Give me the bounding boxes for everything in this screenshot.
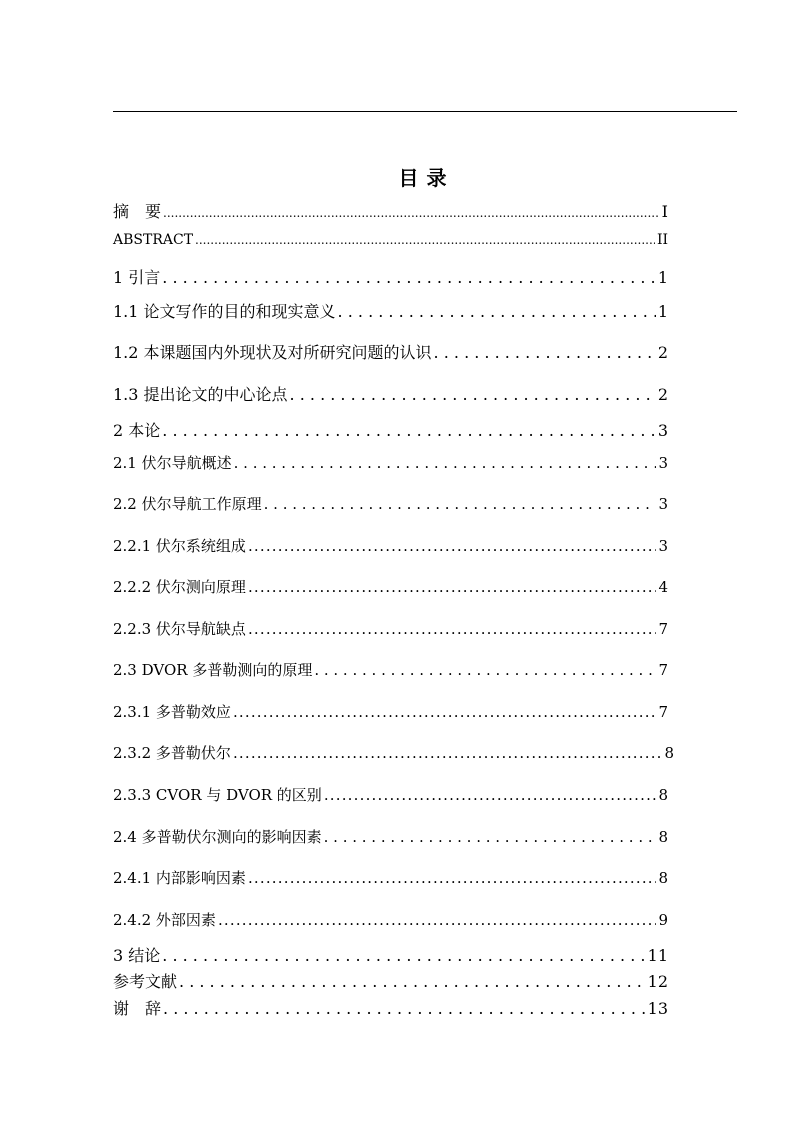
toc-entry-label: 2.1 伏尔导航概述	[113, 454, 232, 472]
toc-entry-2-2-3[interactable]	[113, 618, 668, 639]
toc-entry-conclusion[interactable]	[113, 943, 668, 966]
toc-entry-page: I	[661, 202, 668, 221]
toc-entry-references[interactable]	[113, 969, 668, 992]
toc-entry-label: 2.2 伏尔导航工作原理	[113, 495, 262, 513]
toc-entry-page: 3	[658, 537, 668, 555]
toc-leader-dots	[248, 869, 657, 887]
toc-entry-2-2-2[interactable]	[113, 576, 668, 597]
toc-leader-dots	[324, 786, 657, 804]
toc-entry-page: 9	[658, 911, 668, 929]
toc-entry-label: 2 本论	[113, 421, 161, 440]
toc-entry-page: 8	[664, 744, 674, 762]
toc-entry-page: 12	[647, 972, 668, 991]
toc-entry-1-1[interactable]	[113, 299, 668, 322]
toc-leader-dots	[434, 343, 656, 362]
toc-entry-label: 摘 要	[113, 202, 162, 221]
toc-entry-page: II	[656, 232, 668, 248]
toc-entry-2-4[interactable]	[113, 826, 668, 847]
toc-leader-dots	[290, 385, 656, 404]
toc-entry-main[interactable]	[113, 418, 668, 441]
toc-entry-page: 11	[647, 946, 668, 965]
toc-entry-2-4-2[interactable]	[113, 909, 668, 930]
toc-entry-2-2[interactable]	[113, 493, 668, 514]
toc-entry-2-2-1[interactable]	[113, 535, 668, 556]
toc-entry-label: 3 结论	[113, 946, 161, 965]
toc-entry-acknowledgements[interactable]	[113, 996, 668, 1019]
toc-entry-page: 7	[658, 703, 668, 721]
toc-leader-dots	[324, 828, 657, 846]
toc-entry-2-3-3[interactable]	[113, 784, 668, 805]
toc-entry-label: 2.4.2 外部因素	[113, 911, 216, 929]
toc-entry-page: 13	[647, 999, 668, 1018]
toc-entry-page: 4	[658, 578, 668, 596]
toc-entry-page: 8	[658, 786, 668, 804]
toc-entry-page: 3	[658, 495, 668, 513]
toc-entry-label: 2.3.1 多普勒效应	[113, 703, 231, 721]
toc-entry-label: 2.3.3 CVOR 与 DVOR 的区别	[113, 786, 322, 804]
toc-entry-page: 7	[658, 661, 668, 679]
toc-leader-dots	[338, 302, 656, 321]
toc-leader-dots	[162, 268, 656, 287]
toc-entry-label: 1.2 本课题国内外现状及对所研究问题的认识	[113, 343, 432, 362]
toc-leader-dots	[248, 537, 657, 555]
toc-leader-dots	[218, 911, 657, 929]
toc-leader-dots	[233, 744, 663, 762]
toc-entry-label: 2.3.2 多普勒伏尔	[113, 744, 231, 762]
toc-leader-dots	[163, 999, 646, 1018]
toc-leader-dots	[248, 578, 657, 596]
toc-entry-1-3[interactable]	[113, 382, 668, 405]
toc-leader-dots	[179, 972, 646, 991]
toc-entry-label: 2.4.1 内部影响因素	[113, 869, 246, 887]
toc-leader-dots	[163, 202, 660, 221]
toc-entry-intro[interactable]	[113, 265, 668, 288]
toc-entry-label: 谢 辞	[113, 999, 162, 1018]
toc-leader-dots	[162, 946, 645, 965]
toc-entry-page: 1	[657, 302, 668, 321]
toc-leader-dots	[233, 703, 657, 721]
toc-entry-2-3-2[interactable]	[113, 742, 674, 763]
toc-entry-label: 2.4 多普勒伏尔测向的影响因素	[113, 828, 322, 846]
toc-entry-label: ABSTRACT	[113, 232, 194, 248]
toc-leader-dots	[314, 661, 656, 679]
toc-entry-page: 2	[657, 385, 668, 404]
toc-entry-label: 2.2.3 伏尔导航缺点	[113, 620, 246, 638]
toc-entry-2-3[interactable]	[113, 659, 668, 680]
toc-entry-abstract-cn[interactable]	[113, 199, 668, 222]
toc-entry-2-1[interactable]	[113, 452, 668, 473]
toc-entry-label: 2.2.1 伏尔系统组成	[113, 537, 246, 555]
toc-leader-dots	[234, 454, 657, 472]
toc-entry-page: 8	[658, 869, 668, 887]
toc-entry-2-4-1[interactable]	[113, 867, 668, 888]
toc-leader-dots	[248, 620, 657, 638]
toc-entry-page: 3	[658, 454, 668, 472]
toc-entry-page: 8	[658, 828, 668, 846]
toc-entry-1-2[interactable]	[113, 340, 668, 363]
toc-leader-dots	[195, 232, 655, 248]
page-title: 目录	[398, 166, 455, 190]
toc-entry-abstract-en[interactable]	[113, 232, 668, 248]
header-rule	[113, 111, 737, 112]
toc-entry-label: 2.3 DVOR 多普勒测向的原理	[113, 661, 313, 679]
toc-entry-label: 1.1 论文写作的目的和现实意义	[113, 302, 336, 321]
toc-entry-label: 参考文献	[113, 972, 178, 991]
toc-entry-label: 2.2.2 伏尔测向原理	[113, 578, 246, 596]
toc-entry-page: 7	[658, 620, 668, 638]
toc-entry-label: 1.3 提出论文的中心论点	[113, 385, 288, 404]
toc-leader-dots	[162, 421, 656, 440]
toc-leader-dots	[264, 495, 657, 513]
toc-entry-page: 3	[657, 421, 668, 440]
toc-entry-label: 1 引言	[113, 268, 161, 287]
toc-entry-page: 2	[657, 343, 668, 362]
toc-entry-2-3-1[interactable]	[113, 701, 668, 722]
toc-entry-page: 1	[657, 268, 668, 287]
